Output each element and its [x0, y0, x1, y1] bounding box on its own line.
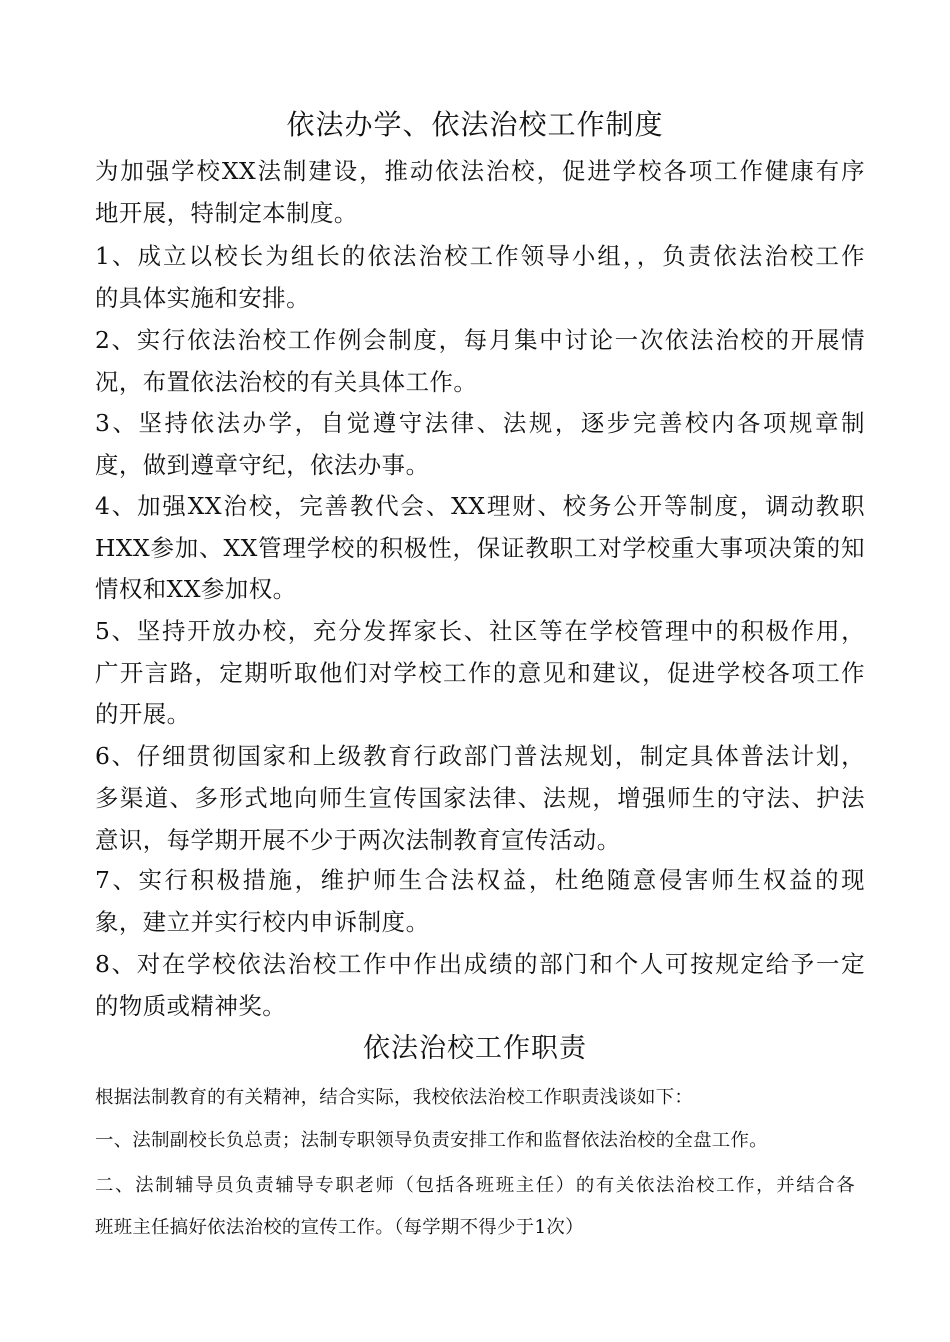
item-2-line: 况，布置依法治校的有关具体工作。 [95, 368, 478, 396]
item-6-line: 多渠道、多形式地向师生宣传国家法律、法规，增强师生的守法、护法 [95, 784, 865, 812]
intro-line: 地开展，特制定本制度。 [95, 199, 358, 227]
item-3-line: 3、坚持依法办学，自觉遵守法律、法规，逐步完善校内各项规章制 [95, 409, 865, 437]
section-title: 依法治校工作职责 [363, 1033, 587, 1064]
item-5-line: 5、坚持开放办校，充分发挥家长、社区等在学校管理中的积极作用， [95, 617, 865, 645]
duty-line: 班班主任搞好依法治校的宣传工作。（每学期不得少于1次） [95, 1217, 584, 1238]
item-4-line: 4、加强XX治校，完善教代会、XX理财、校务公开等制度，调动教职 [95, 492, 865, 520]
item-6-line: 6、仔细贯彻国家和上级教育行政部门普法规划，制定具体普法计划， [95, 742, 865, 770]
item-7-line: 象，建立并实行校内申诉制度。 [95, 908, 430, 936]
duty-line: 一、法制副校长负总责；法制专职领导负责安排工作和监督依法治校的全盘工作。 [95, 1130, 768, 1151]
item-2-line: 2、实行依法治校工作例会制度，每月集中讨论一次依法治校的开展情 [95, 326, 865, 354]
document-title: 依法办学、依法治校工作制度 [286, 108, 664, 141]
duty-line: 二、法制辅导员负责辅导专职老师（包括各班班主任）的有关依法治校工作，并结合各 [95, 1175, 855, 1196]
intro-line: 为加强学校XX法制建设，推动依法治校，促进学校各项工作健康有序 [95, 157, 865, 185]
item-8-line: 8、对在学校依法治校工作中作出成绩的部门和个人可按规定给予一定 [95, 950, 865, 978]
item-6-line: 意识，每学期开展不少于两次法制教育宣传活动。 [95, 826, 621, 854]
item-7-line: 7、实行积极措施，维护师生合法权益，杜绝随意侵害师生权益的现 [95, 866, 865, 894]
item-4-line: HXX参加、XX管理学校的积极性，保证教职工对学校重大事项决策的知 [95, 534, 865, 562]
item-5-line: 的开展。 [95, 700, 191, 728]
item-8-line: 的物质或精神奖。 [95, 992, 287, 1020]
item-1-line: 1、成立以校长为组长的依法治校工作领导小组，，负责依法治校工作 [95, 242, 865, 270]
duties-intro-line: 根据法制教育的有关精神，结合实际，我校依法治校工作职责浅谈如下： [95, 1087, 694, 1108]
item-1-line: 的具体实施和安排。 [95, 284, 311, 312]
item-5-line: 广开言路，定期听取他们对学校工作的意见和建议，促进学校各项工作 [95, 659, 865, 687]
item-3-line: 度，做到遵章守纪，依法办事。 [95, 451, 430, 479]
item-4-line: 情权和XX参加权。 [95, 575, 297, 603]
